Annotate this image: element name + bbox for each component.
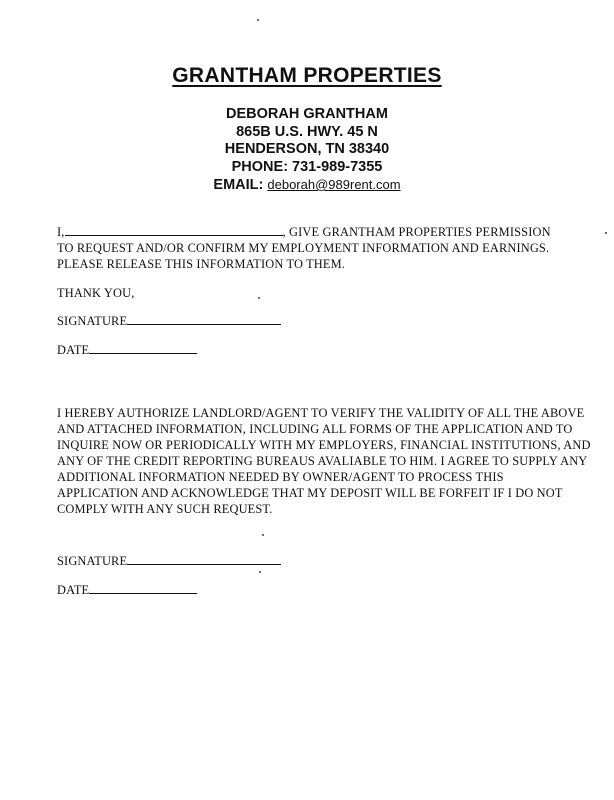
signature-label: SIGNATURE <box>57 554 128 568</box>
authorization-line: I HEREBY AUTHORIZE LANDLORD/AGENT TO VERIFY THE VALIDITY OF ALL THE ABOVE <box>57 406 585 420</box>
contact-block <box>0 106 614 195</box>
authorization-paragraph <box>57 405 591 517</box>
permission-line-1 <box>57 224 551 240</box>
scan-speck <box>605 232 607 234</box>
signature-blank-line[interactable] <box>127 553 281 565</box>
contact-address-line1: 865B U.S. HWY. 45 N <box>236 123 378 140</box>
authorization-line: APPLICATION AND ACKNOWLEDGE THAT MY DEPOSIT WILL BE FORFEIT IF I DO NOT <box>57 486 563 500</box>
thank-you-text: THANK YOU, <box>57 286 135 300</box>
scan-speck <box>257 19 259 21</box>
signature-label: SIGNATURE <box>57 314 128 328</box>
date-label: DATE <box>57 583 90 597</box>
permission-paragraph <box>57 224 551 272</box>
email-label: EMAIL: <box>213 177 264 193</box>
contact-email-row <box>0 176 614 195</box>
scan-speck <box>258 297 260 299</box>
authorization-line: ADDITIONAL INFORMATION NEEDED BY OWNER/AGENT TO PROCESS THIS <box>57 470 504 484</box>
company-name: GRANTHAM PROPERTIES <box>172 64 442 87</box>
permission-line1-text: , GIVE GRANTHAM PROPERTIES PERMISSION <box>282 225 551 239</box>
permission-line-3: PLEASE RELEASE THIS INFORMATION TO THEM. <box>57 257 346 271</box>
company-title <box>0 64 614 88</box>
date-blank-line[interactable] <box>89 342 197 354</box>
permission-line-2: TO REQUEST AND/OR CONFIRM MY EMPLOYMENT INFORMATION AND EARNINGS. <box>57 241 550 255</box>
contact-address-line2: HENDERSON, TN 38340 <box>224 141 390 157</box>
scan-speck <box>262 534 264 536</box>
signature-row-1 <box>57 313 281 329</box>
signature-row-2 <box>57 553 281 569</box>
email-link[interactable]: deborah@989rent.com <box>267 177 401 192</box>
authorization-line: ANY OF THE CREDIT REPORTING BUREAUS AVALIABLE TO HIM. I AGREE TO SUPPLY ANY <box>57 454 588 468</box>
signature-blank-line[interactable] <box>127 313 281 325</box>
date-row-2 <box>57 582 197 598</box>
scan-speck <box>259 571 261 573</box>
authorization-line: COMPLY WITH ANY SUCH REQUEST. <box>57 502 273 516</box>
permission-prefix: I, <box>57 225 65 239</box>
contact-phone: PHONE: 731-989-7355 <box>231 158 383 175</box>
name-blank-line[interactable] <box>65 224 283 236</box>
authorization-line: AND ATTACHED INFORMATION, INCLUDING ALL FORMS OF THE APPLICATION AND TO <box>57 422 573 436</box>
contact-name: DEBORAH GRANTHAM <box>226 106 388 122</box>
date-label: DATE <box>57 343 90 357</box>
date-blank-line[interactable] <box>89 582 197 594</box>
authorization-line: INQUIRE NOW OR PERIODICALLY WITH MY EMPLOYERS, FINANCIAL INSTITUTIONS, AND <box>57 438 591 452</box>
date-row-1 <box>57 342 197 358</box>
